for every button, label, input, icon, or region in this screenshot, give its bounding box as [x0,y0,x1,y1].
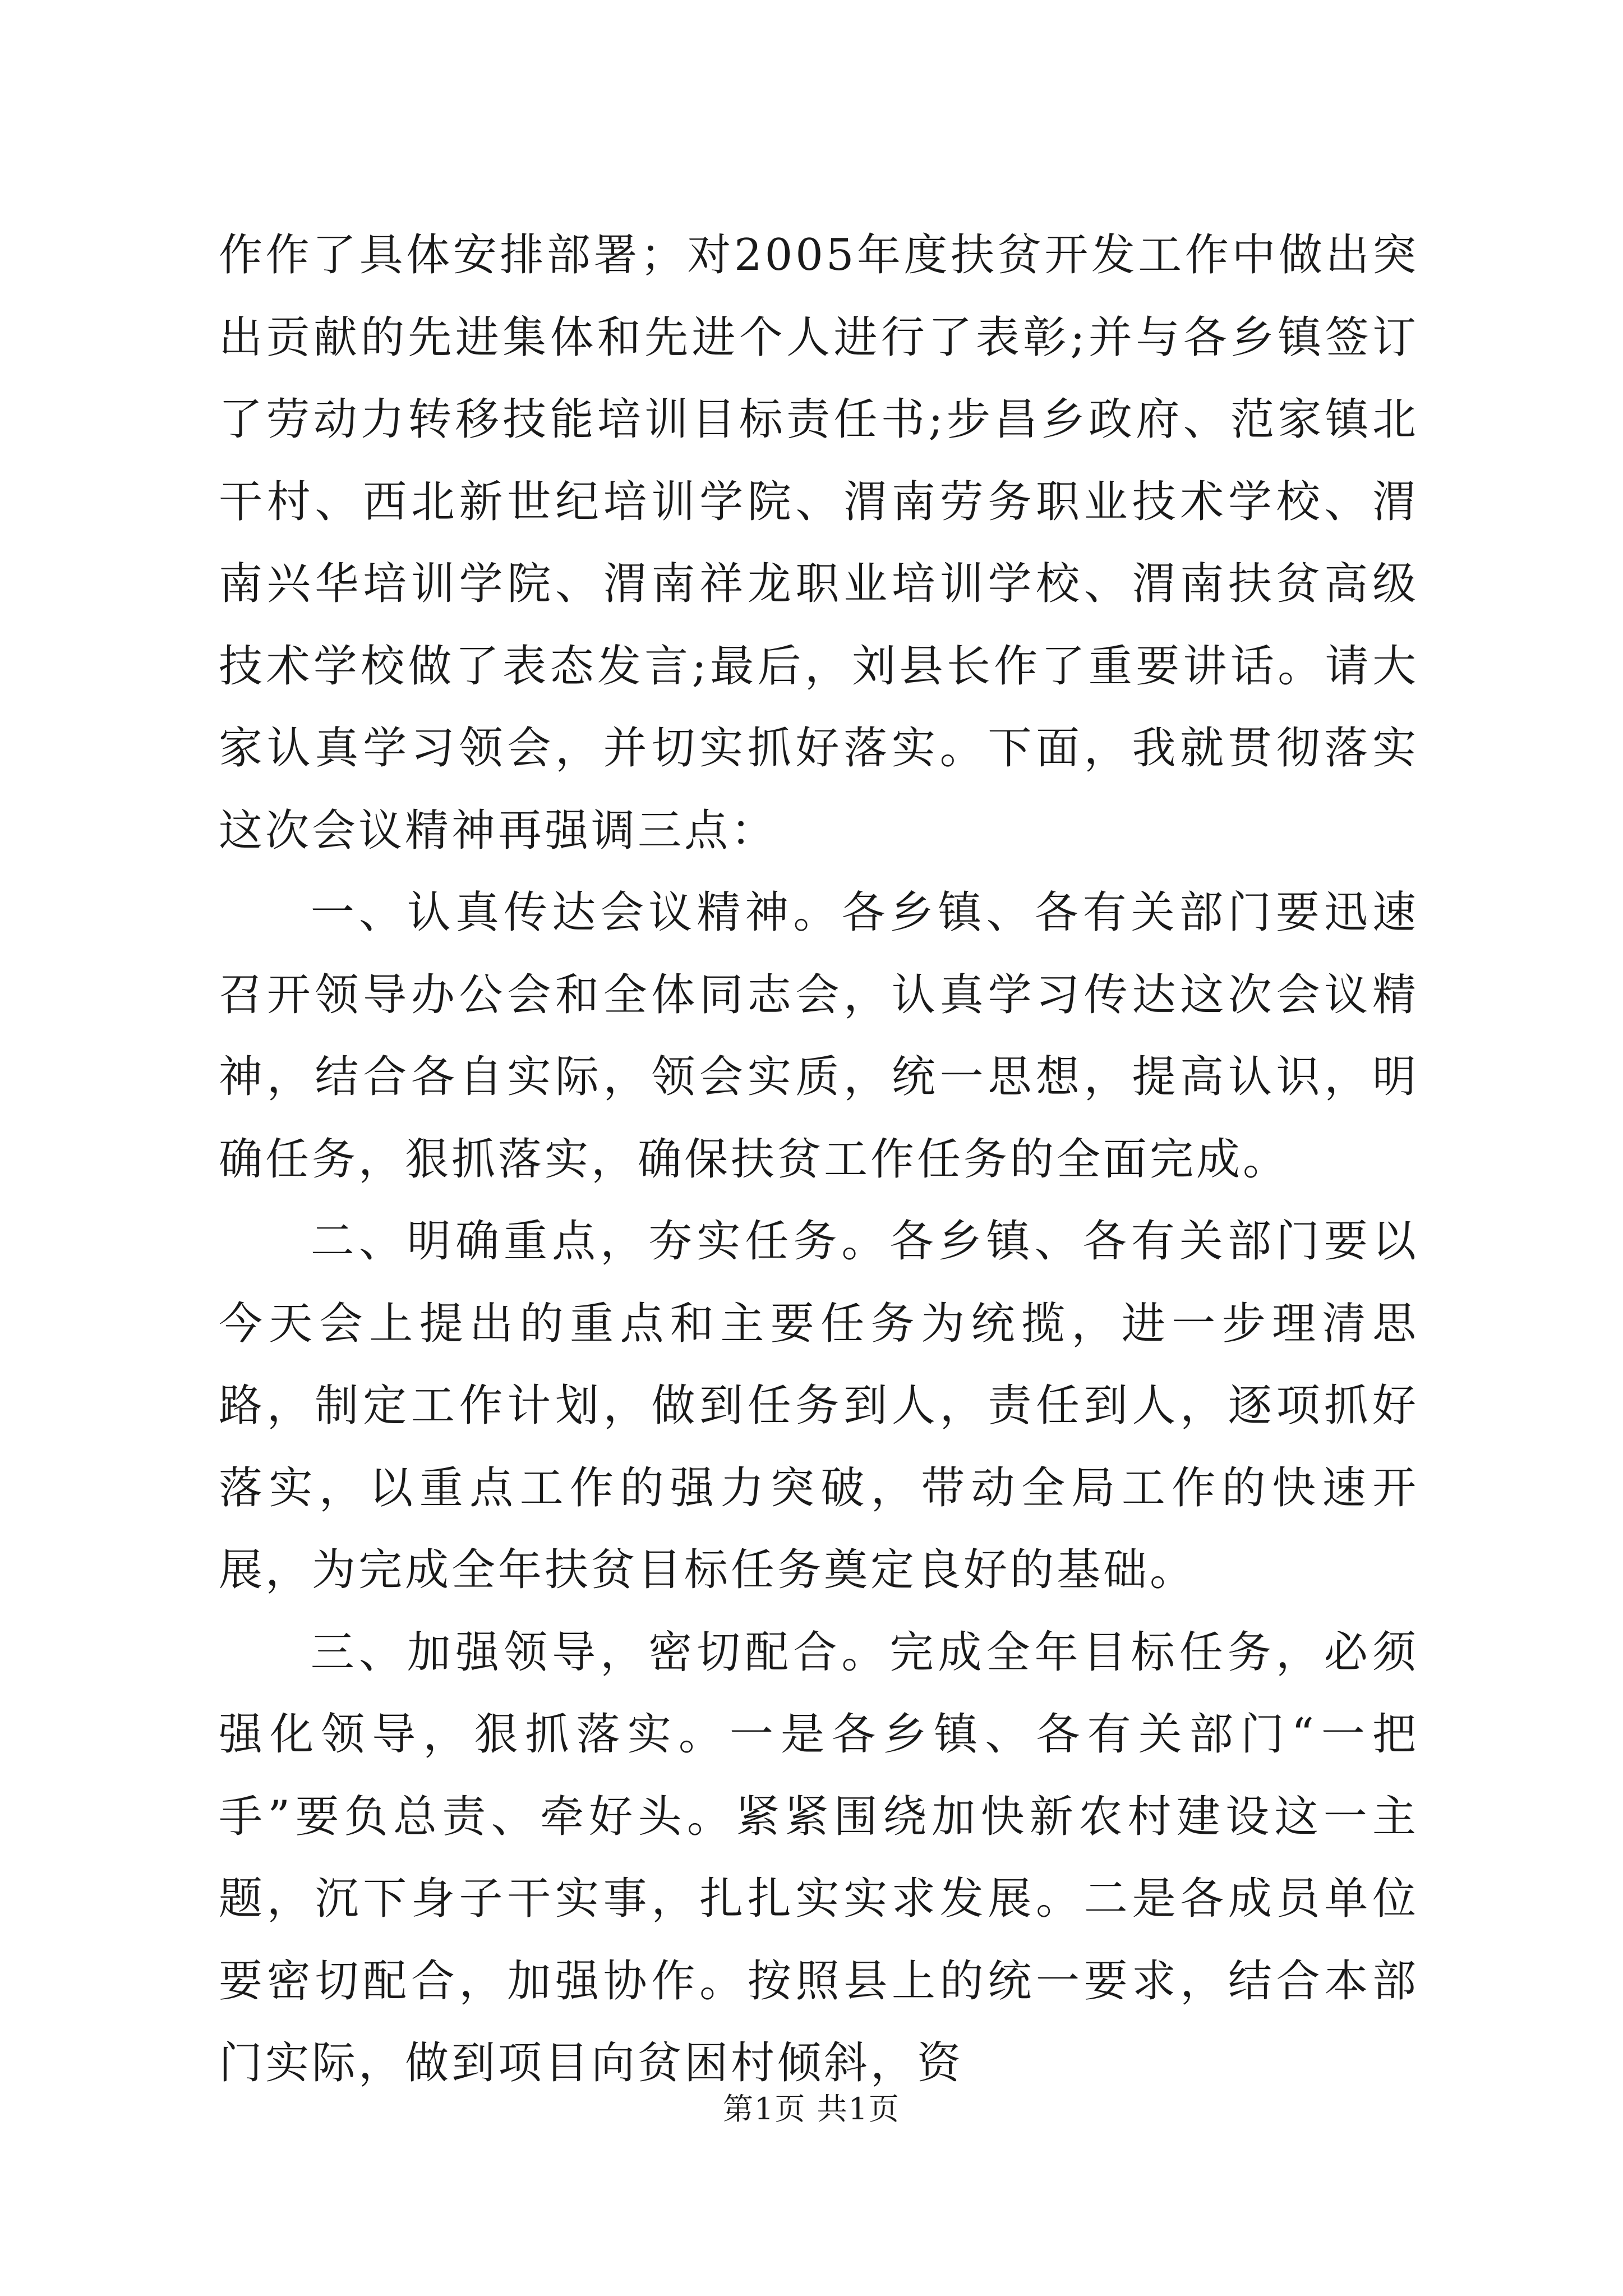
document-body [219,214,1419,2105]
paragraph-point-two: 二、明确重点，夯实任务。各乡镇、各有关部门要以今天会上提出的重点和主要任务为统揽，进一步理清思路，制定工作计划，做到任务到人，责任到人，逐项抓好落实，以重点工作的强力突破，带动全局工作的快速开展，为完成全年扶贫目标任务奠定良好的基础。 [219,1216,1419,1595]
page-number-label: 第1页 共1页 [723,2091,900,2127]
paragraph-continuation: 作作了具体安排部署；对2005年度扶贫开发工作中做出突出贡献的先进集体和先进个人进行了表彰;并与各乡镇签订了劳动力转移技能培训目标责任书;步昌乡政府、范家镇北干村、西北新世纪培训学院、渭南劳务职业技术学校、渭南兴华培训学院、渭南祥龙职业培训学校、渭南扶贫高级技术学校做了表态发言;最后，刘县长作了重要讲话。请大家认真学习领会，并切实抓好落实。下面，我就贯彻落实这次会议精神再强调三点： [219,230,1419,856]
paragraph-point-one: 一、认真传达会议精神。各乡镇、各有关部门要迅速召开领导办公会和全体同志会，认真学习传达这次会议精神，结合各自实际，领会实质，统一思想，提高认识，明确任务，狠抓落实，确保扶贫工作任务的全面完成。 [219,887,1419,1185]
paragraph-point-three: 三、加强领导，密切配合。完成全年目标任务，必须强化领导，狠抓落实。一是各乡镇、各有关部门“一把手”要负总责、牵好头。紧紧围绕加快新农村建设这一主题，沉下身子干实事，扎扎实实求发展。二是各成员单位要密切配合，加强协作。按照县上的统一要求，结合本部门实际，做到项目向贫困村倾斜，资 [219,1627,1419,2088]
page-footer [0,2090,1623,2129]
